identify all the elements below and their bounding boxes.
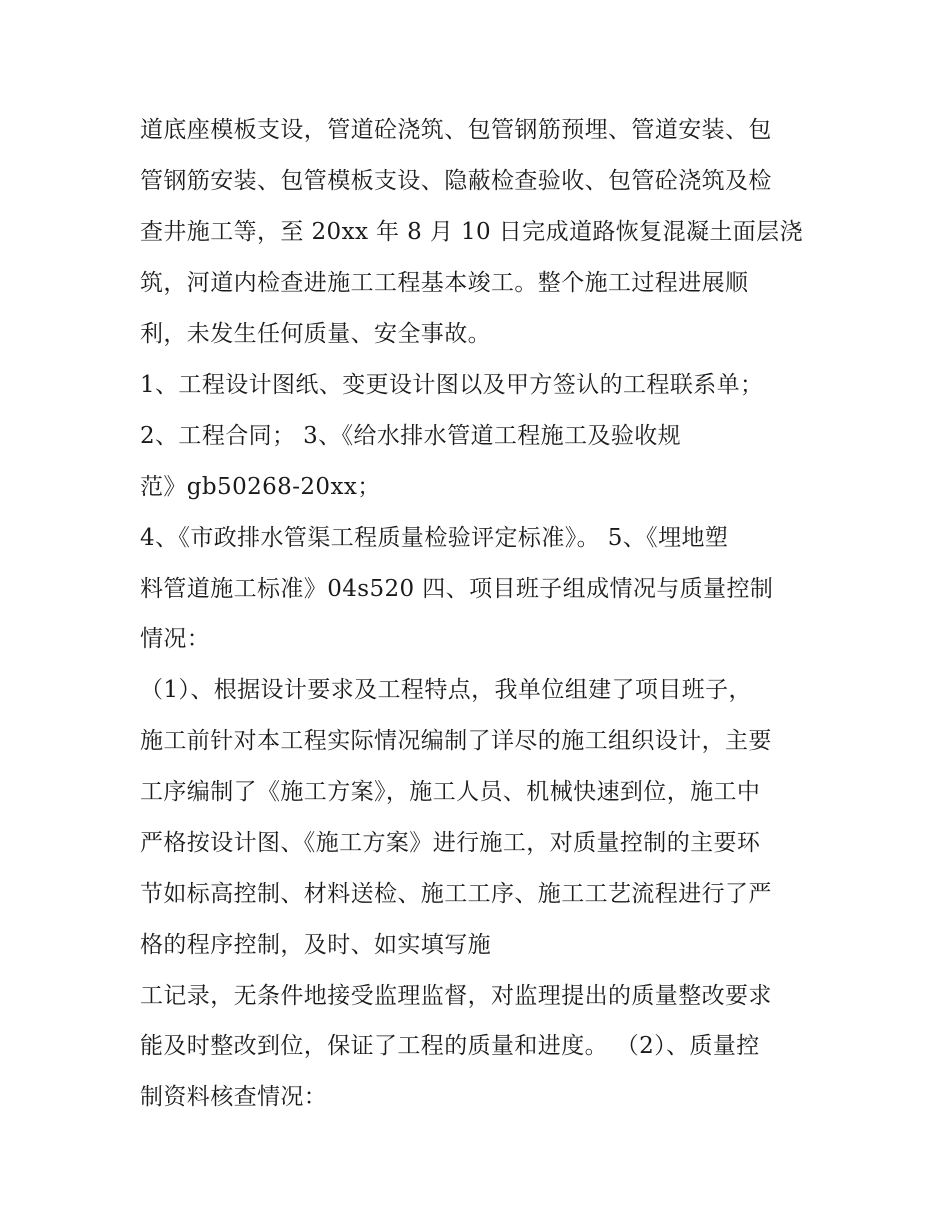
text-line: 道底座模板支设，管道砼浇筑、包管钢筋预埋、管道安装、包 [140,117,772,143]
text-line: 查井施工等，至 20xx 年 8 月 10 日完成道路恢复混凝土面层浇 [140,219,803,245]
text-line: 施工前针对本工程实际情况编制了详尽的施工组织设计，主要 [140,728,772,754]
text-line: 利，未发生任何质量、安全事故。 [140,321,491,347]
text-line: 筑，河道内检查进施工工程基本竣工。整个施工过程进展顺 [140,270,749,296]
text-line: 管钢筋安装、包管模板支设、隐蔽检查验收、包管砼浇筑及检 [140,168,772,194]
text-line: 制资料核查情况： [140,1084,328,1110]
text-line: 1、工程设计图纸、变更设计图以及甲方签认的工程联系单； [140,372,764,398]
text-line: 严格按设计图、《施工方案》进行施工，对质量控制的主要环 [140,830,761,856]
text-line: 4、《市政排水管渠工程质量检验评定标准》。 5、《埋地塑 [140,525,729,551]
text-line: 能及时整改到位，保证了工程的质量和进度。 （2）、质量控 [140,1033,760,1059]
text-line: 节如标高控制、材料送检、施工工序、施工工艺流程进行了严 [140,881,772,907]
text-line: 2、工程合同； 3、《给水排水管道工程施工及验收规 [140,423,682,449]
text-line: 料管道施工标准》04s520 四、项目班子组成情况与质量控制 [140,576,774,602]
text-line: 格的程序控制，及时、如实填写施 [140,932,491,958]
text-line: 范》gb50268-20xx； [140,474,381,500]
text-line: 工序编制了《施工方案》，施工人员、机械快速到位，施工中 [140,779,761,805]
text-line: （1）、根据设计要求及工程特点，我单位组建了项目班子， [140,677,752,703]
text-line: 情况： [140,626,211,652]
text-line: 工记录，无条件地接受监理监督，对监理提出的质量整改要求 [140,983,772,1009]
